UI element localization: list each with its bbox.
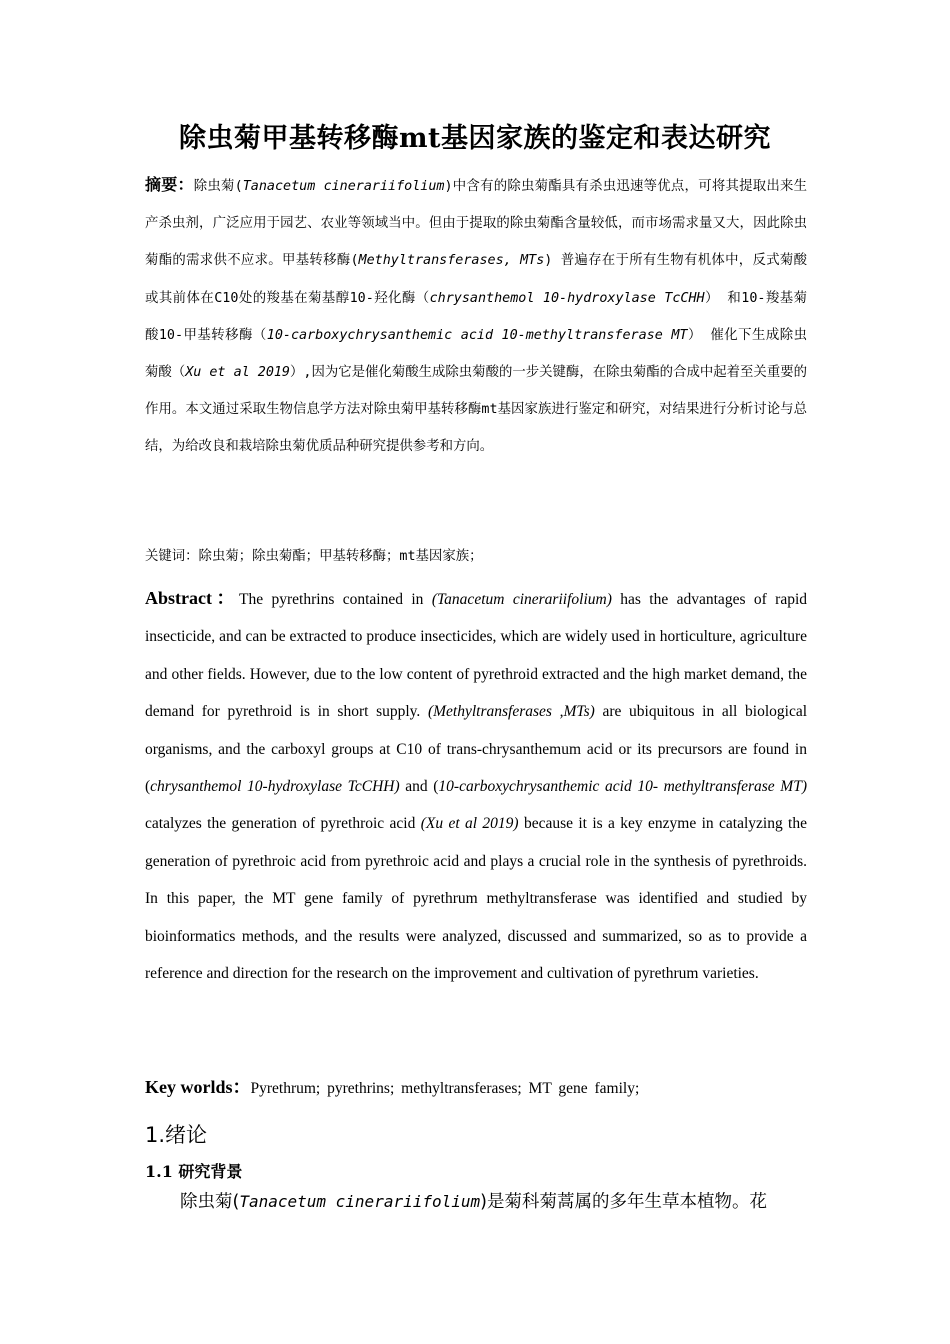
body-text: 除虫菊( xyxy=(180,1192,240,1212)
enzyme-name: 10-carboxychrysanthemic acid 10-methyltransferase MT xyxy=(266,327,688,343)
section-heading: 1.绪论 xyxy=(145,1123,208,1147)
subsection-heading: 1.1 研究背景 xyxy=(145,1162,243,1181)
enzyme-name: chrysanthemol 10-hydroxylase TcCHH xyxy=(429,290,705,306)
paper-title: 除虫菊甲基转移酶mt基因家族的鉴定和表达研究 xyxy=(178,123,772,154)
abstract-text: catalyzes the generation of pyrethroic acid xyxy=(145,815,421,833)
abstract-text: ） 和10-羧基菊酸10-甲基转移酶（ xyxy=(145,290,807,343)
abstract-text: because it is a key enzyme in catalyzing the generation of pyrethroic acid from pyrethroic acid and plays a crucial role in the synthesis of pyrethroids. In this paper, the MT gene family of pyrethrum methyltransferase was identified and studied by bioinformatics methods, and the results were analyzed, discussed and summarized, so as to provide a reference and direction for the research on the improvement and cultivation of pyrethrum varieties. xyxy=(145,815,807,983)
abstract-text: ） 催化下生成除虫菊酸（ xyxy=(145,327,808,381)
abstract-text: are ubiquitous in all biological organisms, and the carboxyl groups at C10 of trans-chrysanthemum acid or its precursors are found in ( xyxy=(145,703,808,796)
english-abstract-label: Abstract： xyxy=(145,588,240,608)
body-text: )是菊科菊蒿属的多年生草本植物。花 xyxy=(480,1192,767,1212)
abstract-text: ) 普遍存在于所有生物有机体中，反式菊酸或其前体在C10处的羧基在菊基醇10-羟化酶（ xyxy=(145,253,807,306)
english-keywords-text: Pyrethrum; pyrethrins; methyltransferases; MT gene family; xyxy=(250,1080,640,1097)
species-name: Tanacetum cinerariifolium xyxy=(239,1192,481,1211)
species-name: (Tanacetum cinerariifolium) xyxy=(431,591,612,608)
enzyme-name: 10-carboxychrysanthemic acid 10- methyltransferase MT) xyxy=(438,778,807,796)
citation: (Xu et al 2019) xyxy=(420,815,519,833)
enzyme-name: Methyltransferases, MTs xyxy=(358,253,545,269)
english-abstract xyxy=(145,580,807,992)
enzyme-name: (Methyltransferases ,MTs) xyxy=(427,703,595,721)
english-keywords-label: Key worlds： xyxy=(145,1077,251,1097)
english-keywords xyxy=(145,1070,807,1106)
chinese-keywords: 关键词：除虫菊；除虫菊酯；甲基转移酶；mt基因家族； xyxy=(145,549,483,564)
citation: Xu et al 2019 xyxy=(185,365,290,381)
species-name: Tanacetum cinerariifolium xyxy=(242,179,445,194)
abstract-text: )中含有的除虫菊酯具有杀虫迅速等优点，可将其提取出来生产杀虫剂，广泛应用于园艺、农业等领域当中。但由于提取的除虫菊酯含量较低，而市场需求量又大，因此除虫菊酯的需求供不应求。甲基转移酶( xyxy=(145,179,808,269)
abstract-text: The pyrethrins contained in xyxy=(239,591,432,608)
body-paragraph xyxy=(145,1186,807,1218)
abstract-text: 除虫菊( xyxy=(193,179,243,194)
chinese-abstract-label: 摘要： xyxy=(145,175,194,194)
chinese-abstract xyxy=(145,166,807,466)
abstract-text: ）,因为它是催化菊酸生成除虫菊酸的一步关键酶，在除虫菊酯的合成中起着至关重要的作用。本文通过采取生物信息学方法对除虫菊甲基转移酶mt基因家族进行鉴定和研究，对结果进行分析讨论与总结，为给改良和栽培除虫菊优质品种研究提供参考和方向。 xyxy=(145,365,807,455)
abstract-text: has the advantages of rapid insecticide, and can be extracted to produce insecticides, which are widely used in horticulture, agriculture and other fields. However, due to the low content of pyrethroid extracted and the high market demand, the demand for pyrethroid is in short supply. xyxy=(145,591,808,721)
abstract-text: and ( xyxy=(399,778,439,796)
enzyme-name: chrysanthemol 10-hydroxylase TcCHH) xyxy=(150,778,400,796)
